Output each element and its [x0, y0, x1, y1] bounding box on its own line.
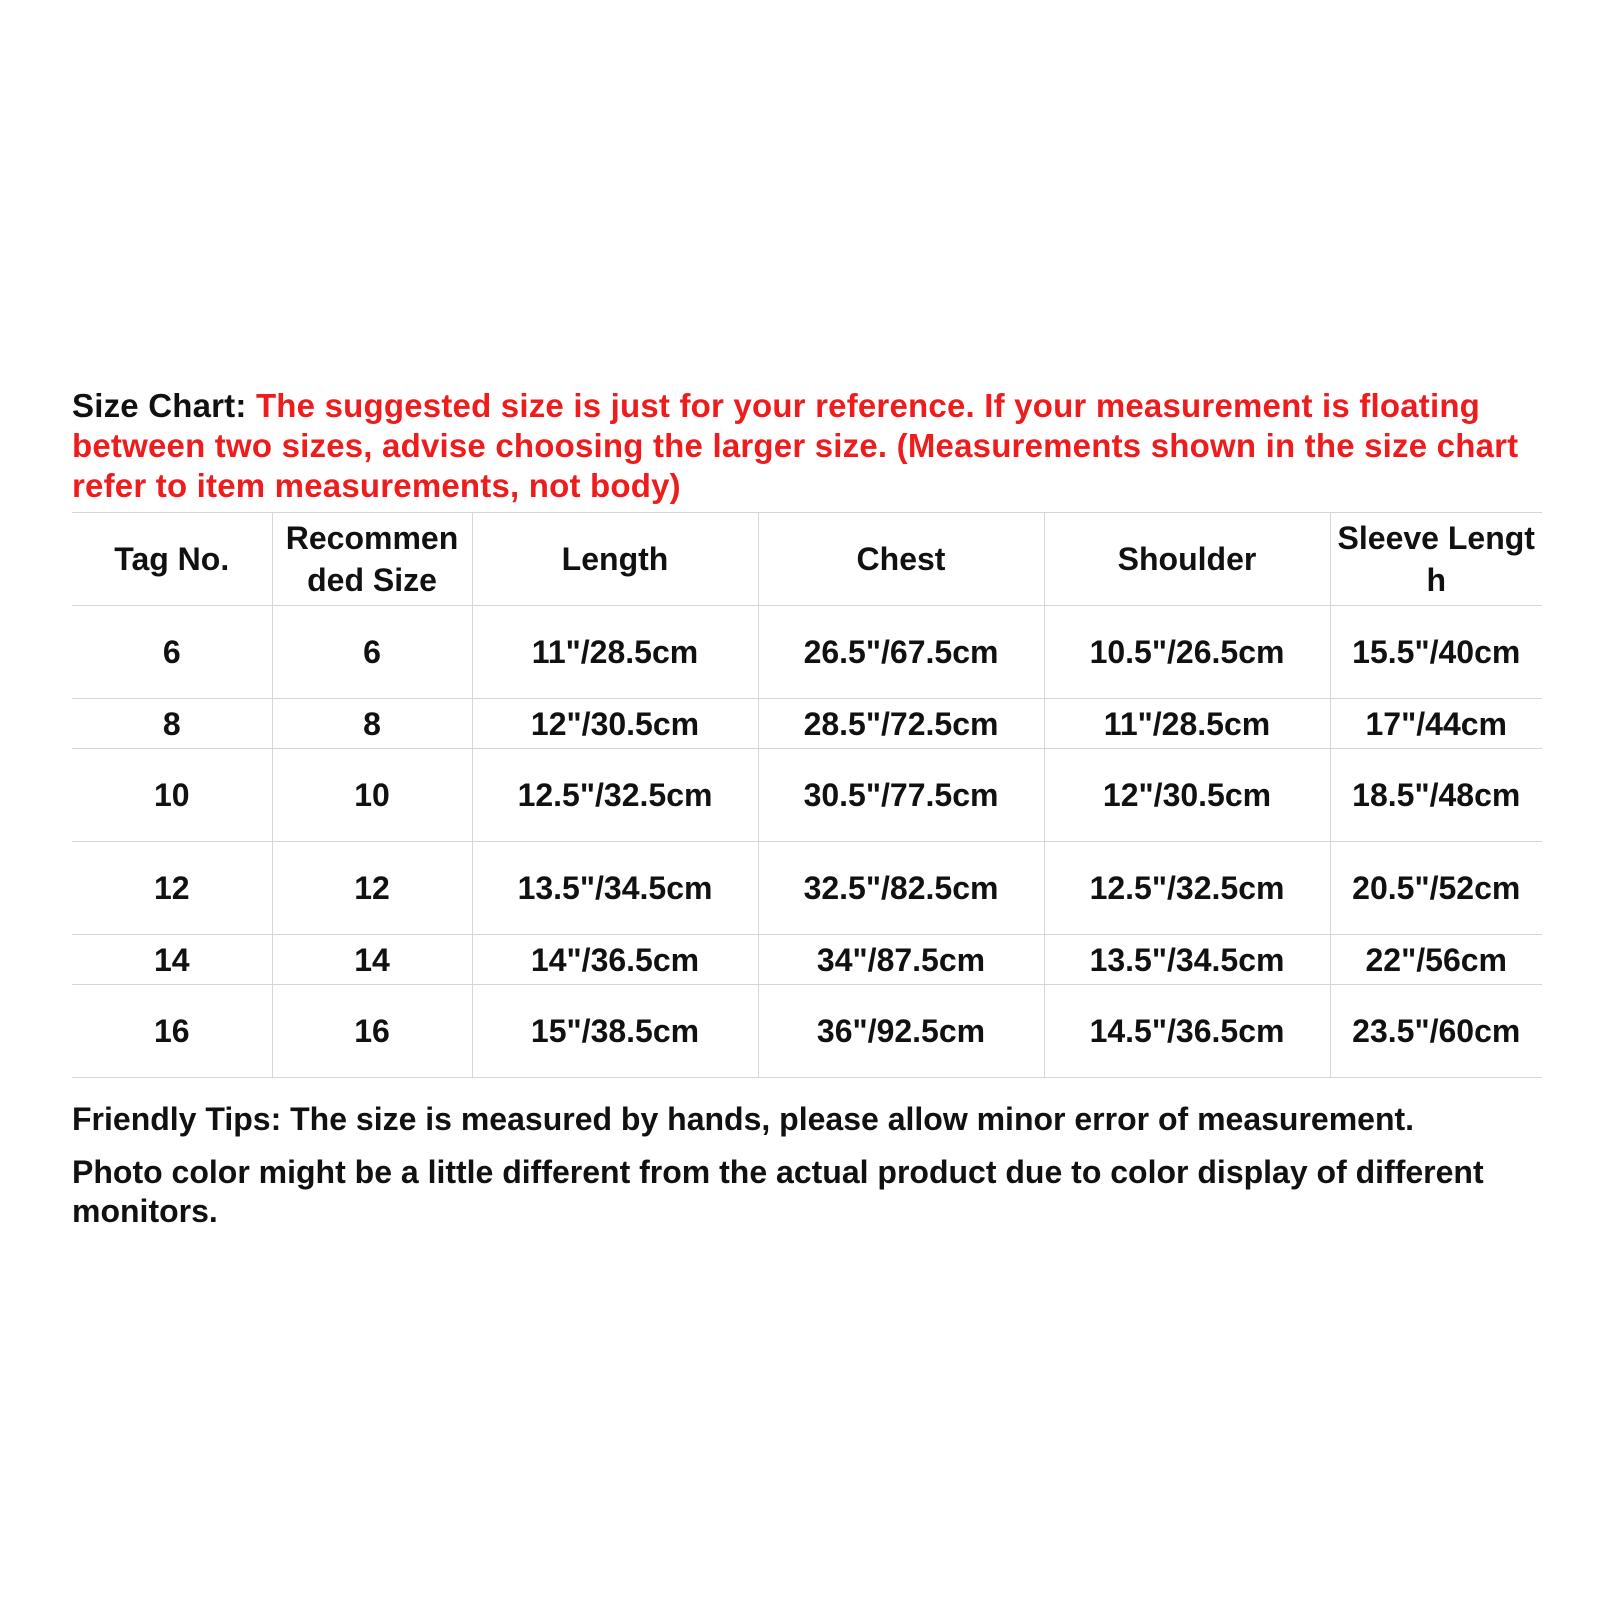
cell-recommended-size: 10 [272, 749, 472, 842]
header-sleeve-length: Sleeve Length [1330, 513, 1542, 606]
cell-length: 12.5"/32.5cm [472, 749, 758, 842]
size-chart-document [72, 386, 1542, 1231]
cell-chest: 36"/92.5cm [758, 985, 1044, 1078]
table-row [72, 842, 1542, 935]
tips-line-1: Friendly Tips: The size is measured by hands, please allow minor error of measurement. [72, 1101, 1415, 1137]
table-row [72, 699, 1542, 749]
size-chart-intro [72, 386, 1542, 506]
cell-tag-no: 8 [72, 699, 272, 749]
cell-sleeve-length: 20.5"/52cm [1330, 842, 1542, 935]
table-row [72, 749, 1542, 842]
cell-shoulder: 12"/30.5cm [1044, 749, 1330, 842]
cell-length: 15"/38.5cm [472, 985, 758, 1078]
cell-length: 14"/36.5cm [472, 935, 758, 985]
cell-chest: 32.5"/82.5cm [758, 842, 1044, 935]
cell-recommended-size: 16 [272, 985, 472, 1078]
friendly-tips [72, 1100, 1542, 1231]
cell-sleeve-length: 17"/44cm [1330, 699, 1542, 749]
header-chest: Chest [758, 513, 1044, 606]
size-chart-label: Size Chart: [72, 387, 247, 424]
cell-tag-no: 10 [72, 749, 272, 842]
cell-tag-no: 14 [72, 935, 272, 985]
cell-shoulder: 10.5"/26.5cm [1044, 606, 1330, 699]
cell-sleeve-length: 15.5"/40cm [1330, 606, 1542, 699]
table-row [72, 606, 1542, 699]
cell-sleeve-length: 23.5"/60cm [1330, 985, 1542, 1078]
header-length: Length [472, 513, 758, 606]
table-row [72, 935, 1542, 985]
cell-tag-no: 6 [72, 606, 272, 699]
cell-sleeve-length: 22"/56cm [1330, 935, 1542, 985]
size-table [72, 512, 1542, 1078]
cell-chest: 26.5"/67.5cm [758, 606, 1044, 699]
cell-chest: 34"/87.5cm [758, 935, 1044, 985]
tips-line-2: Photo color might be a little different from the actual product due to color display of different monitors. [72, 1154, 1484, 1229]
cell-sleeve-length: 18.5"/48cm [1330, 749, 1542, 842]
cell-shoulder: 12.5"/32.5cm [1044, 842, 1330, 935]
cell-recommended-size: 14 [272, 935, 472, 985]
cell-shoulder: 13.5"/34.5cm [1044, 935, 1330, 985]
cell-tag-no: 16 [72, 985, 272, 1078]
size-chart-note: The suggested size is just for your reference. If your measurement is floating between two sizes, advise choosing the larger size. (Measurements shown in the size chart refer to item measurements, not body) [72, 387, 1519, 504]
header-tag-no: Tag No. [72, 513, 272, 606]
cell-length: 13.5"/34.5cm [472, 842, 758, 935]
cell-chest: 30.5"/77.5cm [758, 749, 1044, 842]
cell-recommended-size: 12 [272, 842, 472, 935]
header-recommended-size: Recommended Size [272, 513, 472, 606]
cell-tag-no: 12 [72, 842, 272, 935]
cell-shoulder: 11"/28.5cm [1044, 699, 1330, 749]
cell-chest: 28.5"/72.5cm [758, 699, 1044, 749]
table-header-row [72, 513, 1542, 606]
cell-recommended-size: 6 [272, 606, 472, 699]
table-row [72, 985, 1542, 1078]
cell-length: 11"/28.5cm [472, 606, 758, 699]
header-shoulder: Shoulder [1044, 513, 1330, 606]
cell-length: 12"/30.5cm [472, 699, 758, 749]
cell-recommended-size: 8 [272, 699, 472, 749]
cell-shoulder: 14.5"/36.5cm [1044, 985, 1330, 1078]
